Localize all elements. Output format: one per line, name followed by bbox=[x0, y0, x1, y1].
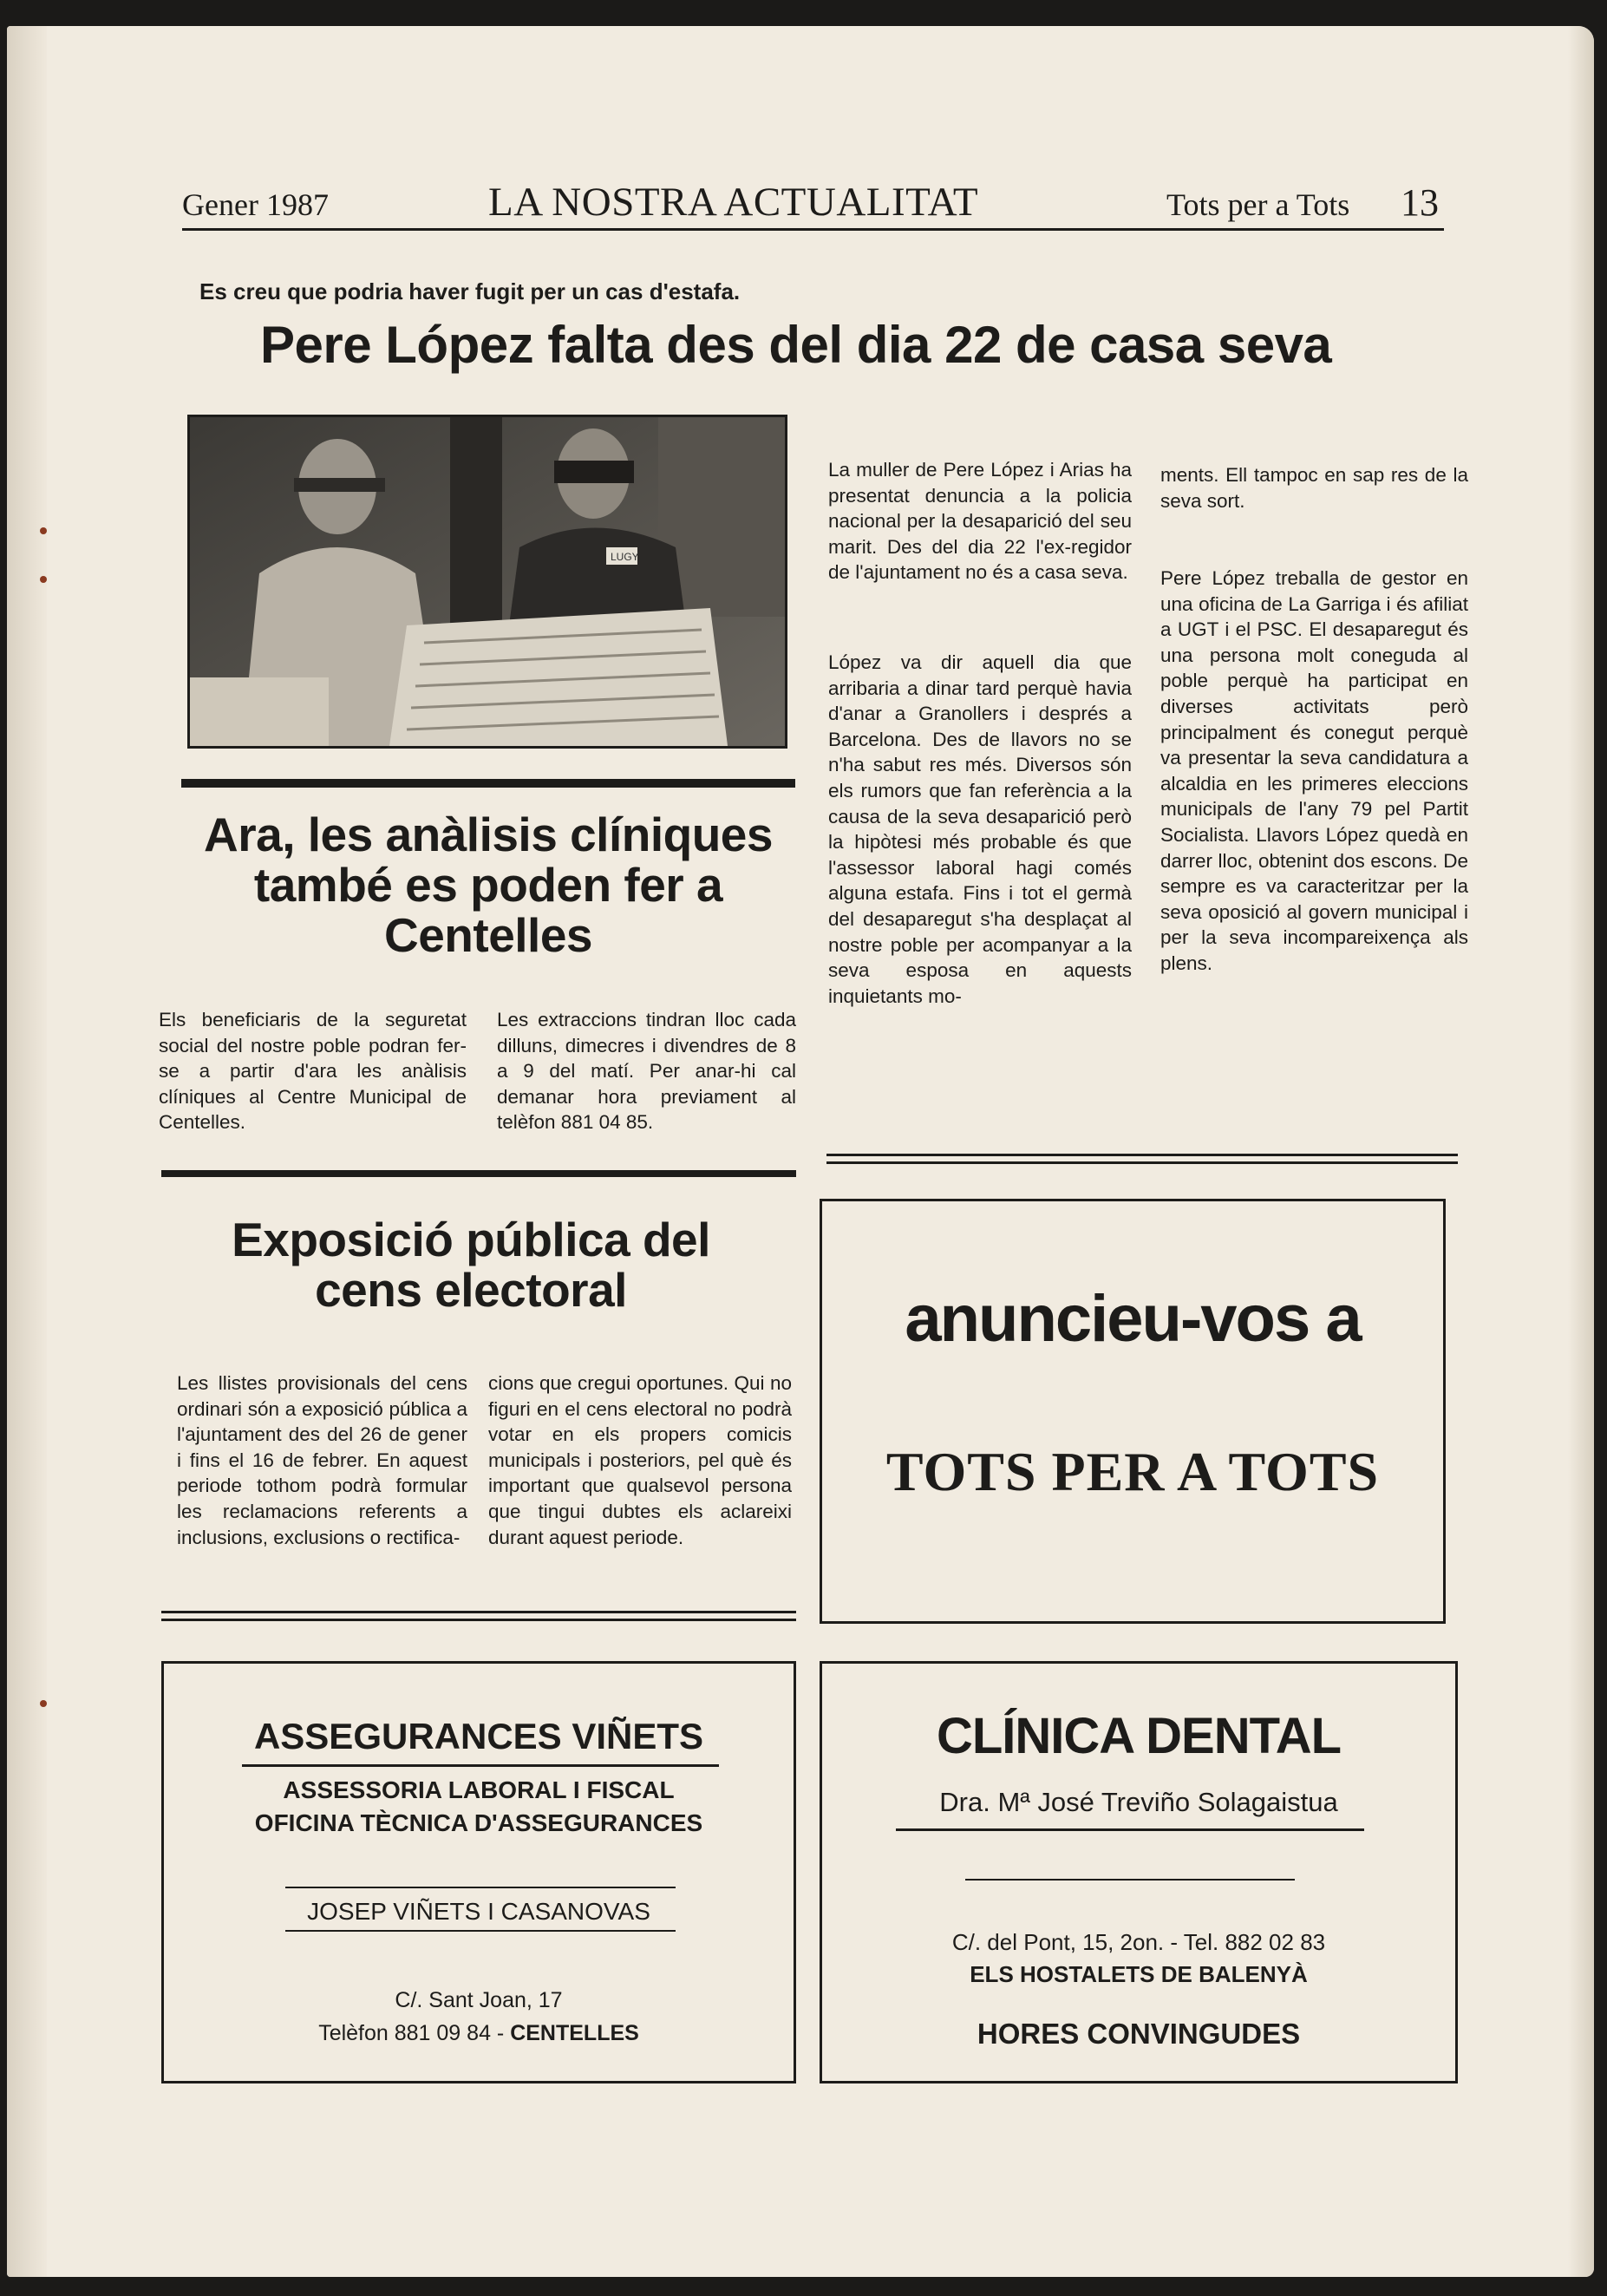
census-col2: cions que cregui oportunes. Qui no figuri en el cens electoral no podrà votar en els propers comicis municipals i posteriors, pel què és important que qualsevol persona que tingui dubtes els aclareixi durant aquest periode. bbox=[488, 1372, 792, 1548]
ad-insurance-title: ASSEGURANCES VIÑETS bbox=[253, 1716, 704, 1756]
ad-rule bbox=[285, 1930, 676, 1932]
ad-rule bbox=[285, 1887, 676, 1888]
analysis-col1: Els beneficiaris de la seguretat social del nostre poble podran fer-se a partir d'ara les anàlisis clíniques al Centre Municipal de Centelles. bbox=[159, 1009, 467, 1134]
ad-insurance-phone: Telèfon 881 09 84 - bbox=[318, 2021, 511, 2045]
ad-dental-town: ELS HOSTALETS DE BALENYÀ bbox=[970, 1961, 1308, 1987]
publication-name: Tots per a Tots bbox=[1166, 187, 1350, 222]
section-title: LA NOSTRA ACTUALITAT bbox=[488, 180, 979, 225]
column-rule bbox=[826, 1154, 1458, 1156]
story-rule bbox=[161, 1170, 796, 1177]
analysis-col2: Les extraccions tindran lloc cada dilluns, dimecres i divendres de 8 a 9 del matí. Per anar-hi cal demanar hora previament al telèfon 881 04 85. bbox=[497, 1009, 796, 1134]
ad-assegurances bbox=[161, 1661, 796, 2083]
header-rule bbox=[182, 228, 1444, 231]
ad-tots-per-a-tots bbox=[820, 1199, 1446, 1624]
ad-dental-hours: HORES CONVINGUDES bbox=[977, 2018, 1301, 2050]
binding-hole bbox=[40, 1700, 47, 1707]
story-rule bbox=[181, 779, 795, 788]
ad-rule bbox=[896, 1828, 1364, 1831]
census-col1: Les llistes provisionals del cens ordinari són a exposició pública a l'ajuntament des del 26 de gener i fins el 16 de febrer. En aquest periode tothom podrà formular les reclamacions referents a inclusions, exclusions o rectifica- bbox=[177, 1372, 467, 1548]
ad-dental-address: C/. del Pont, 15, 2on. - Tel. 882 02 83 bbox=[951, 1929, 1326, 1955]
lead-col1-p1: La muller de Pere López i Arias ha presentat denuncia a la policia nacional per la desaparició del seu marit. Des del dia 22 l'ex-regidor de l'ajuntament no és a casa seva. bbox=[828, 459, 1132, 584]
ad-rule bbox=[242, 1764, 719, 1767]
photo-badge: LUGY bbox=[611, 551, 639, 563]
analysis-headline: Ara, les anàlisis clíniques també es poden fer a Centelles bbox=[204, 808, 773, 962]
ad-insurance-line1: ASSESSORIA LABORAL I FISCAL bbox=[283, 1776, 675, 1803]
binding-hole bbox=[40, 527, 47, 534]
ad-insurance-address: C/. Sant Joan, 17 bbox=[395, 1988, 563, 2012]
story-rule bbox=[161, 1611, 796, 1613]
ad-insurance-line2: OFICINA TÈCNICA D'ASSEGURANCES bbox=[254, 1809, 703, 1836]
page-spine bbox=[7, 26, 47, 2277]
news-photo bbox=[187, 415, 787, 749]
ad-dental-doctor: Dra. Mª José Treviño Solagaistua bbox=[939, 1787, 1338, 1817]
story-headline: Pere López falta des del dia 22 de casa seva bbox=[260, 316, 1332, 374]
ad-insurance-contact bbox=[164, 2021, 794, 2046]
ad-masthead: TOTS PER A TOTS bbox=[885, 1441, 1380, 1502]
ad-insurance-town: CENTELLES bbox=[510, 2021, 639, 2045]
photo-scene bbox=[190, 417, 785, 746]
ad-insurance-owner: JOSEP VIÑETS I CASANOVAS bbox=[307, 1898, 650, 1925]
column-rule bbox=[826, 1161, 1458, 1164]
lead-col2-p1: ments. Ell tampoc en sap res de la seva sort. bbox=[1160, 464, 1468, 512]
page-edge bbox=[1568, 26, 1594, 2277]
story-kicker: Es creu que podria haver fugit per un cas d'estafa. bbox=[199, 278, 741, 304]
lead-col1-p2: López va dir aquell dia que arribaria a dinar tard perquè havia d'anar a Granollers i després a Barcelona. Des de llavors no se n'ha sabut res més. Diversos són els rumors que fan referència a la causa de la seva desaparició però la hipòtesi més probable és que l'assessor laboral hagi comés alguna estafa. Fins i tot el germà del desaparegut s'ha desplaçat al nostre poble per acompanyar a la seva esposa en aquests inquietants mo- bbox=[828, 651, 1132, 1007]
newspaper-page bbox=[7, 26, 1594, 2277]
lead-col2-p2: Pere López treballa de gestor en una oficina de La Garriga i és afiliat a UGT i el PSC. El desaparegut és una persona molt coneguda al poble perquè ha participat en diverses activitats però principalment és conegut perquè va presentar la seva candidatura a alcaldia en les primeres eleccions municipals de l'any 79 pel Partit Socialista. Llavors López quedà en darrer lloc, obtenint dos escons. De sempre es va caracteritzar per la seva oposició al govern municipal i per la seva incompareixença als plens. bbox=[1160, 567, 1468, 974]
ad-clinica-dental bbox=[820, 1661, 1458, 2083]
page-number: 13 bbox=[1401, 181, 1439, 224]
census-headline: Exposició pública del cens electoral bbox=[232, 1213, 710, 1317]
ad-rule bbox=[965, 1879, 1295, 1881]
binding-hole bbox=[40, 576, 47, 583]
ad-slogan: anuncieu-vos a bbox=[905, 1282, 1361, 1356]
issue-date: Gener 1987 bbox=[182, 187, 329, 222]
story-rule bbox=[161, 1619, 796, 1621]
ad-dental-title: CLÍNICA DENTAL bbox=[936, 1708, 1342, 1764]
